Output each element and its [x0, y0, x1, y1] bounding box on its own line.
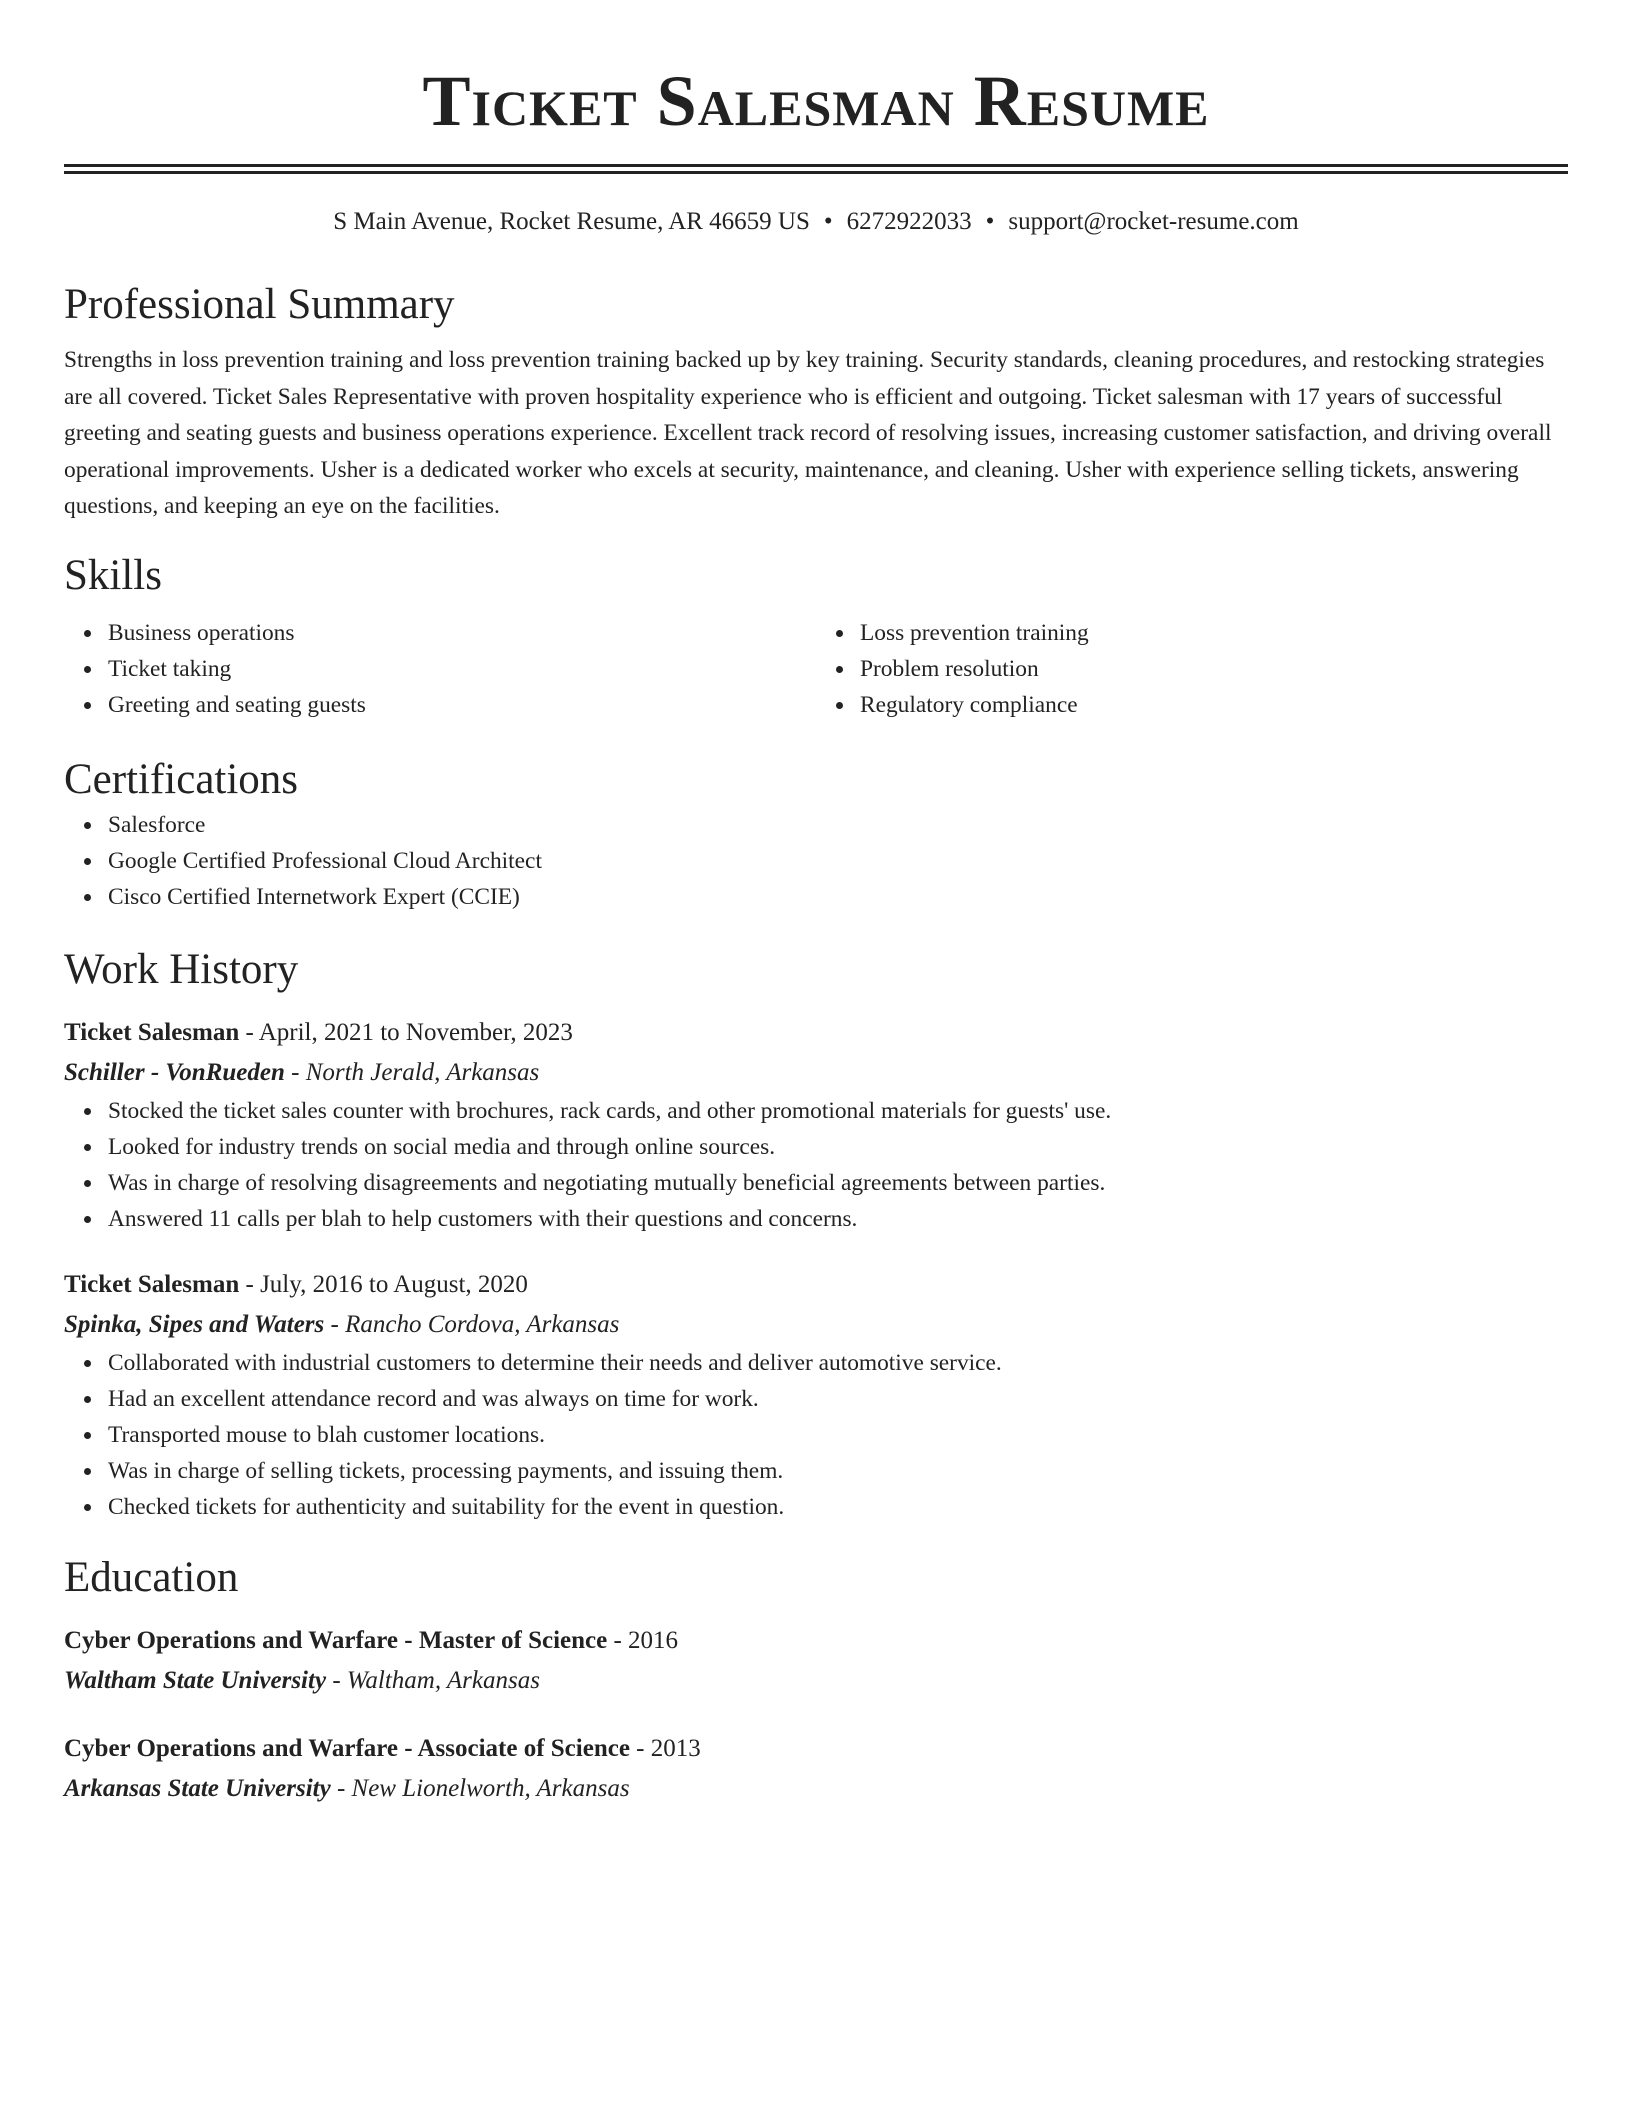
certification-item: Google Certified Professional Cloud Architect — [108, 843, 1568, 879]
certifications-section — [64, 753, 1568, 915]
skills-list-left — [64, 615, 816, 723]
certifications-list — [64, 807, 1568, 915]
skills-heading: Skills — [64, 551, 162, 599]
education-school: Waltham State University — [64, 1666, 327, 1694]
contact-address: S Main Avenue, Rocket Resume, AR 46659 US — [333, 208, 810, 235]
job-duty: Checked tickets for authenticity and suitability for the event in question. — [108, 1489, 1568, 1525]
job-header — [64, 1265, 1568, 1305]
skills-section — [64, 549, 1568, 723]
education-institution — [64, 1661, 1568, 1701]
skill-item: Regulatory compliance — [860, 687, 1568, 723]
job-title: Ticket Salesman — [64, 1270, 240, 1298]
job-dates: - April, 2021 to November, 2023 — [239, 1018, 573, 1046]
summary-section — [64, 278, 1568, 525]
job-title: Ticket Salesman — [64, 1018, 240, 1046]
skills-grid — [64, 615, 1568, 723]
job-employer — [64, 1053, 1568, 1093]
job-duty: Collaborated with industrial customers to determine their needs and deliver automotive service. — [108, 1345, 1568, 1381]
summary-text: Strengths in loss prevention training and loss prevention training backed up by key training. Security standards, cleaning procedures, and restocking strategies are all covered. Ticket Sales Representative with proven hospitality experience who is efficient and outgoing. Ticket salesman with 17 years of successful greeting and seating guests and business operations experience. Excellent track record of resolving issues, increasing customer satisfaction, and driving overall operational improvements. Usher is a dedicated worker who excels at security, maintenance, and cleaning. Usher with experience selling tickets, answering questions, and keeping an eye on the facilities. — [64, 347, 1552, 520]
job-dates: - July, 2016 to August, 2020 — [239, 1270, 528, 1298]
skills-column-right — [816, 615, 1568, 723]
education-degree: Cyber Operations and Warfare - Associate of Science — [64, 1734, 630, 1762]
job-location: - Rancho Cordova, Arkansas — [324, 1310, 620, 1338]
education-entry — [64, 1729, 1568, 1809]
education-header — [64, 1729, 1568, 1769]
contact-phone: 6272922033 — [846, 208, 972, 235]
education-heading: Education — [64, 1553, 239, 1601]
job-company: Schiller - VonRueden — [64, 1058, 285, 1086]
skill-item: Loss prevention training — [860, 615, 1568, 651]
job-company: Spinka, Sipes and Waters — [64, 1310, 325, 1338]
education-section — [64, 1551, 1568, 1809]
certification-item: Cisco Certified Internetwork Expert (CCIE) — [108, 879, 1568, 915]
job-duty: Was in charge of selling tickets, processing payments, and issuing them. — [108, 1453, 1568, 1489]
job-duty: Had an excellent attendance record and was always on time for work. — [108, 1381, 1568, 1417]
job-duty: Stocked the ticket sales counter with brochures, rack cards, and other promotional materials for guests' use. — [108, 1093, 1568, 1129]
job-location: - North Jerald, Arkansas — [284, 1058, 540, 1086]
skills-column-left — [64, 615, 816, 723]
education-location: - Waltham, Arkansas — [326, 1666, 540, 1694]
summary-heading: Professional Summary — [64, 281, 455, 328]
job-employer — [64, 1305, 1568, 1345]
contact-separator: • — [985, 208, 995, 235]
contact-separator: • — [823, 208, 833, 235]
certifications-heading: Certifications — [64, 755, 299, 803]
job-duties-list — [64, 1093, 1568, 1237]
education-year: - 2013 — [629, 1734, 701, 1762]
education-year: - 2016 — [607, 1626, 679, 1654]
job-duty: Looked for industry trends on social media and through online sources. — [108, 1129, 1568, 1165]
work-history-heading: Work History — [64, 945, 299, 993]
job-header — [64, 1013, 1568, 1053]
title-divider — [64, 164, 1568, 174]
skills-list-right — [816, 615, 1568, 723]
education-entry — [64, 1621, 1568, 1701]
work-history-section — [64, 943, 1568, 1525]
skill-item: Greeting and seating guests — [108, 687, 816, 723]
education-degree: Cyber Operations and Warfare - Master of Science — [64, 1626, 608, 1654]
job-duties-list — [64, 1345, 1568, 1525]
skill-item: Business operations — [108, 615, 816, 651]
contact-line — [64, 206, 1568, 238]
resume-title: Ticket Salesman Resume — [422, 61, 1210, 141]
job-duty: Answered 11 calls per blah to help customers with their questions and concerns. — [108, 1201, 1568, 1237]
education-school: Arkansas State University — [64, 1774, 331, 1802]
certification-item: Salesforce — [108, 807, 1568, 843]
contact-email: support@rocket-resume.com — [1008, 208, 1299, 235]
skill-item: Problem resolution — [860, 651, 1568, 687]
education-institution — [64, 1769, 1568, 1809]
job-entry — [64, 1265, 1568, 1525]
skill-item: Ticket taking — [108, 651, 816, 687]
education-location: - New Lionelworth, Arkansas — [330, 1774, 630, 1802]
job-entry — [64, 1013, 1568, 1237]
job-duty: Transported mouse to blah customer locations. — [108, 1417, 1568, 1453]
job-duty: Was in charge of resolving disagreements and negotiating mutually beneficial agreements between parties. — [108, 1165, 1568, 1201]
education-header — [64, 1621, 1568, 1661]
